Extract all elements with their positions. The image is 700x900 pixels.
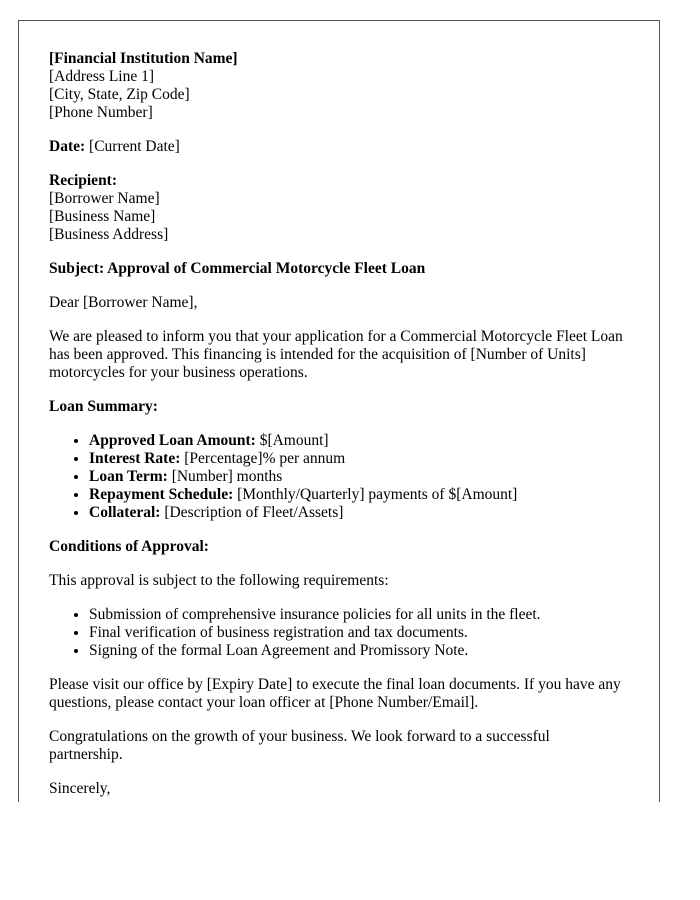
loan-term-value: [Number] months: [171, 468, 283, 485]
loan-term-label: Loan Term:: [89, 468, 168, 485]
recipient-business-name: [Business Name]: [49, 208, 156, 225]
sender-block: [49, 50, 624, 122]
list-item: [89, 450, 624, 468]
conditions-list: [49, 606, 624, 660]
subject-line: Subject: Approval of Commercial Motorcycle Fleet Loan: [49, 260, 426, 277]
list-item: [89, 486, 624, 504]
salutation: Dear [Borrower Name],: [49, 294, 198, 311]
repayment-schedule-value: [Monthly/Quarterly] payments of $[Amount]: [237, 486, 518, 503]
letter-content: [49, 50, 624, 802]
list-item: • Signing of the formal Loan Agreement and Promissory Note.: [89, 642, 624, 660]
recipient-business-address: [Business Address]: [49, 226, 169, 243]
date-line: [49, 138, 624, 156]
loan-summary-heading: Loan Summary:: [49, 398, 158, 415]
collateral-value: [Description of Fleet/Assets]: [164, 504, 344, 521]
conditions-heading: Conditions of Approval:: [49, 538, 209, 555]
conditions-intro: This approval is subject to the following requirements:: [49, 572, 389, 589]
institution-name: [Financial Institution Name]: [49, 50, 238, 67]
closing: Sincerely,: [49, 780, 111, 797]
city-state-zip: [City, State, Zip Code]: [49, 86, 190, 103]
date-label: Date:: [49, 138, 86, 155]
repayment-schedule-label: Repayment Schedule:: [89, 486, 234, 503]
intro-paragraph: We are pleased to inform you that your application for a Commercial Motorcycle Fleet Loan has been approved. This financing is intended for the acquisition of [Number of Units] motorcycles for your business operations.: [49, 328, 623, 381]
interest-rate-value: [Percentage]% per annum: [184, 450, 346, 467]
list-item: [89, 468, 624, 486]
list-item: • Submission of comprehensive insurance policies for all units in the fleet.: [89, 606, 624, 624]
recipient-label: Recipient:: [49, 172, 118, 189]
visit-paragraph: Please visit our office by [Expiry Date] to execute the final loan documents. If you have any questions, please contact your loan officer at [Phone Number/Email].: [49, 676, 621, 711]
address-line-1: [Address Line 1]: [49, 68, 155, 85]
loan-amount-value: $[Amount]: [259, 432, 329, 449]
collateral-label: Collateral:: [89, 504, 161, 521]
recipient-block: [49, 172, 624, 244]
list-item: • Final verification of business registration and tax documents.: [89, 624, 624, 642]
date-value: [Current Date]: [89, 138, 180, 155]
recipient-borrower-name: [Borrower Name]: [49, 190, 160, 207]
sender-phone: [Phone Number]: [49, 104, 153, 121]
letter-page: [18, 20, 660, 802]
congrats-paragraph: Congratulations on the growth of your business. We look forward to a successful partnership.: [49, 728, 550, 763]
list-item: [89, 432, 624, 450]
loan-summary-list: [49, 432, 624, 522]
list-item: [89, 504, 624, 522]
interest-rate-label: Interest Rate:: [89, 450, 181, 467]
loan-amount-label: Approved Loan Amount:: [89, 432, 256, 449]
